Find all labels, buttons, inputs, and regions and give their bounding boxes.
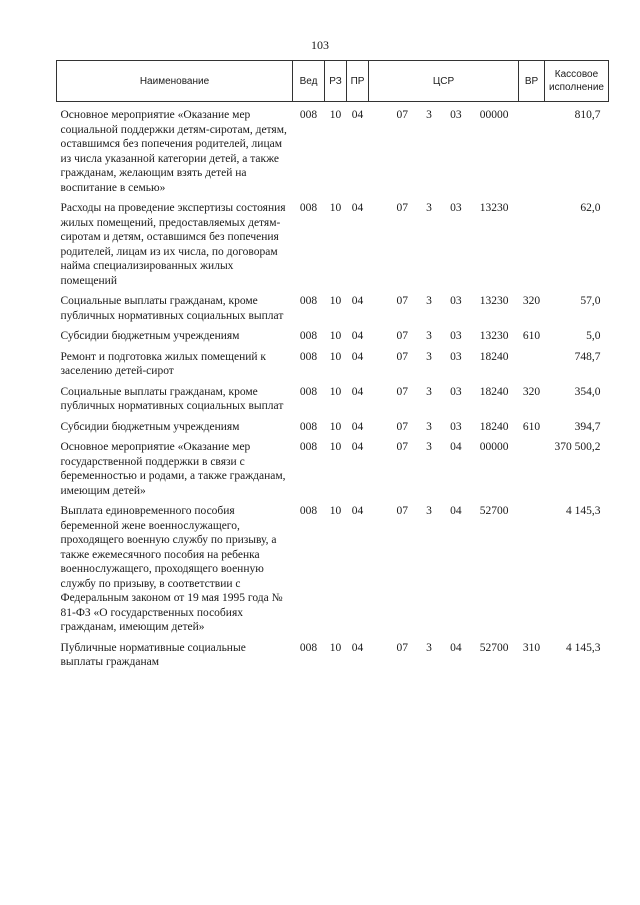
row-csr-parts	[371, 294, 517, 309]
row-ved: 008	[299, 385, 318, 398]
row-csr-part: 03	[450, 109, 462, 121]
header-rz: РЗ	[325, 61, 347, 102]
header-vr: ВР	[519, 61, 545, 102]
row-vr	[519, 102, 545, 196]
row-pr: 04	[351, 330, 364, 342]
table-row	[57, 195, 609, 288]
row-csr-part: 52700	[479, 641, 509, 654]
row-csr	[369, 498, 519, 635]
table-header-row	[57, 61, 609, 102]
row-csr-part: 03	[450, 330, 462, 342]
page-number: 103	[311, 38, 329, 52]
table-row	[57, 414, 609, 435]
row-csr-part: 3	[426, 109, 432, 121]
row-rz: 10	[329, 350, 342, 363]
row-csr	[369, 323, 519, 344]
row-csr-part: 07	[396, 109, 408, 121]
row-csr-parts	[371, 201, 517, 216]
row-sum: 810,7	[574, 109, 601, 121]
row-name: Основное мероприятие «Оказание мер государственной поддержки в связи с беременностью и родами, а также гражданам, имеющим детей»	[60, 441, 286, 497]
row-rz: 10	[329, 202, 342, 214]
row-vr: 310	[522, 641, 541, 654]
row-sum: 370 500,2	[554, 441, 601, 453]
row-csr-part: 03	[450, 350, 462, 363]
table-row	[57, 434, 609, 498]
row-csr-part: 03	[450, 295, 462, 307]
row-pr: 04	[351, 641, 364, 654]
row-ved: 008	[299, 441, 318, 453]
row-ved: 008	[299, 109, 318, 121]
header-sum: Кассовое исполнение	[545, 61, 609, 102]
row-csr-part: 3	[426, 295, 432, 307]
row-csr	[369, 288, 519, 323]
row-csr-parts	[371, 108, 517, 123]
row-csr	[369, 195, 519, 288]
table-row	[57, 288, 609, 323]
row-csr	[369, 344, 519, 379]
row-vr	[519, 434, 545, 498]
row-csr-part: 52700	[479, 505, 509, 517]
row-csr	[369, 434, 519, 498]
row-csr-part: 04	[450, 641, 462, 654]
row-csr-part: 07	[396, 641, 408, 654]
row-csr	[369, 102, 519, 196]
row-pr: 04	[351, 202, 364, 214]
row-csr	[369, 379, 519, 414]
table-row	[57, 635, 609, 670]
row-csr-part: 07	[396, 505, 408, 517]
row-pr: 04	[351, 295, 364, 307]
header-pr: ПР	[347, 61, 369, 102]
row-csr-parts	[371, 329, 517, 344]
row-vr: 610	[522, 420, 541, 433]
row-ved: 008	[299, 350, 318, 363]
row-csr-part: 04	[450, 505, 462, 517]
row-csr-part: 03	[450, 385, 462, 398]
row-csr-part: 18240	[479, 420, 509, 433]
row-csr-part: 18240	[479, 385, 509, 398]
row-csr-part: 13230	[479, 202, 509, 214]
row-csr-parts	[371, 440, 517, 455]
row-csr-part: 13230	[479, 295, 509, 307]
row-pr: 04	[351, 385, 364, 398]
row-rz: 10	[329, 505, 342, 517]
row-ved: 008	[299, 641, 318, 654]
row-vr	[519, 195, 545, 288]
row-csr-part: 3	[426, 202, 432, 214]
row-sum: 62,0	[580, 202, 601, 214]
row-csr-part: 07	[396, 420, 408, 433]
row-name: Социальные выплаты гражданам, кроме публичных нормативных социальных выплат	[60, 385, 284, 412]
row-ved: 008	[299, 202, 318, 214]
table-row	[57, 102, 609, 196]
row-name: Социальные выплаты гражданам, кроме публичных нормативных социальных выплат	[60, 295, 284, 322]
row-vr: 320	[522, 295, 541, 307]
row-csr-part: 3	[426, 420, 432, 433]
row-csr-part: 07	[396, 330, 408, 342]
row-pr: 04	[351, 505, 364, 517]
row-csr-part: 3	[426, 330, 432, 342]
row-sum: 4 145,3	[566, 641, 601, 654]
table-row	[57, 344, 609, 379]
row-csr-part: 07	[396, 441, 408, 453]
row-csr-parts	[371, 350, 517, 365]
budget-table	[56, 60, 609, 670]
row-csr-part: 00000	[479, 441, 509, 453]
row-name: Расходы на проведение экспертизы состояния жилых помещений, предоставляемых детям-сиротам и детям, оставшимся без попечения родителей, лицам из их числа, по договорам найма специализированных жилых помещений	[60, 202, 286, 287]
row-csr-parts	[371, 420, 517, 435]
row-sum: 394,7	[574, 420, 601, 433]
row-csr-part: 00000	[479, 109, 509, 121]
row-pr: 04	[351, 350, 364, 363]
row-csr-part: 07	[396, 295, 408, 307]
row-vr: 320	[522, 385, 541, 398]
row-vr	[519, 498, 545, 635]
table-row	[57, 498, 609, 635]
row-csr-part: 3	[426, 441, 432, 453]
row-name: Публичные нормативные социальные выплаты гражданам	[60, 641, 246, 668]
row-sum: 4 145,3	[566, 505, 601, 517]
row-csr-part: 07	[396, 202, 408, 214]
row-csr-part: 03	[450, 420, 462, 433]
row-csr-part: 3	[426, 505, 432, 517]
row-name: Основное мероприятие «Оказание мер социальной поддержки детям-сиротам, детям, оставшимся без попечения родителей, лицам из числа указанной категории детей, а также гражданам, желающим взять детей на воспитание в семью»	[60, 109, 287, 194]
row-pr: 04	[351, 109, 364, 121]
row-sum: 748,7	[574, 350, 601, 363]
header-ved: Вед	[293, 61, 325, 102]
row-csr	[369, 414, 519, 435]
row-pr: 04	[351, 441, 364, 453]
row-sum: 57,0	[580, 295, 601, 307]
row-rz: 10	[329, 330, 342, 342]
row-name: Выплата единовременного пособия беременной жене военнослужащего, проходящего военную службу по призыву, а также ежемесячного пособия на ребенка военнослужащего, проходящего военную службу по призыву, в соответствии с Федеральным законом от 19 мая 1995 года № 81-ФЗ «О государственных пособиях гражданам, имеющим детей»	[60, 505, 283, 633]
row-sum: 354,0	[574, 385, 601, 398]
row-csr-part: 03	[450, 202, 462, 214]
row-ved: 008	[299, 420, 318, 433]
scan-edge-mark	[3, 640, 9, 700]
row-csr-part: 3	[426, 350, 432, 363]
row-csr-parts	[371, 641, 517, 656]
row-sum: 5,0	[586, 330, 601, 342]
row-csr-parts	[371, 385, 517, 400]
row-csr	[369, 635, 519, 670]
row-ved: 008	[299, 330, 318, 342]
row-csr-part: 07	[396, 350, 408, 363]
table-row	[57, 323, 609, 344]
row-csr-part: 07	[396, 385, 408, 398]
row-csr-part: 13230	[479, 330, 509, 342]
header-name: Наименование	[57, 61, 293, 102]
row-name: Ремонт и подготовка жилых помещений к заселению детей-сирот	[60, 350, 267, 377]
row-csr-part: 18240	[479, 350, 509, 363]
row-rz: 10	[329, 441, 342, 453]
row-name: Субсидии бюджетным учреждениям	[60, 420, 240, 433]
row-ved: 008	[299, 295, 318, 307]
row-ved: 008	[299, 505, 318, 517]
row-csr-part: 3	[426, 641, 432, 654]
row-rz: 10	[329, 109, 342, 121]
row-rz: 10	[329, 641, 342, 654]
header-csr: ЦСР	[369, 61, 519, 102]
table-body	[57, 102, 609, 670]
table-row	[57, 379, 609, 414]
row-rz: 10	[329, 420, 342, 433]
row-rz: 10	[329, 385, 342, 398]
row-rz: 10	[329, 295, 342, 307]
row-name: Субсидии бюджетным учреждениям	[60, 330, 240, 342]
row-csr-part: 04	[450, 441, 462, 453]
row-csr-parts	[371, 504, 517, 519]
row-pr: 04	[351, 420, 364, 433]
row-csr-part: 3	[426, 385, 432, 398]
row-vr	[519, 344, 545, 379]
row-vr: 610	[522, 330, 541, 342]
